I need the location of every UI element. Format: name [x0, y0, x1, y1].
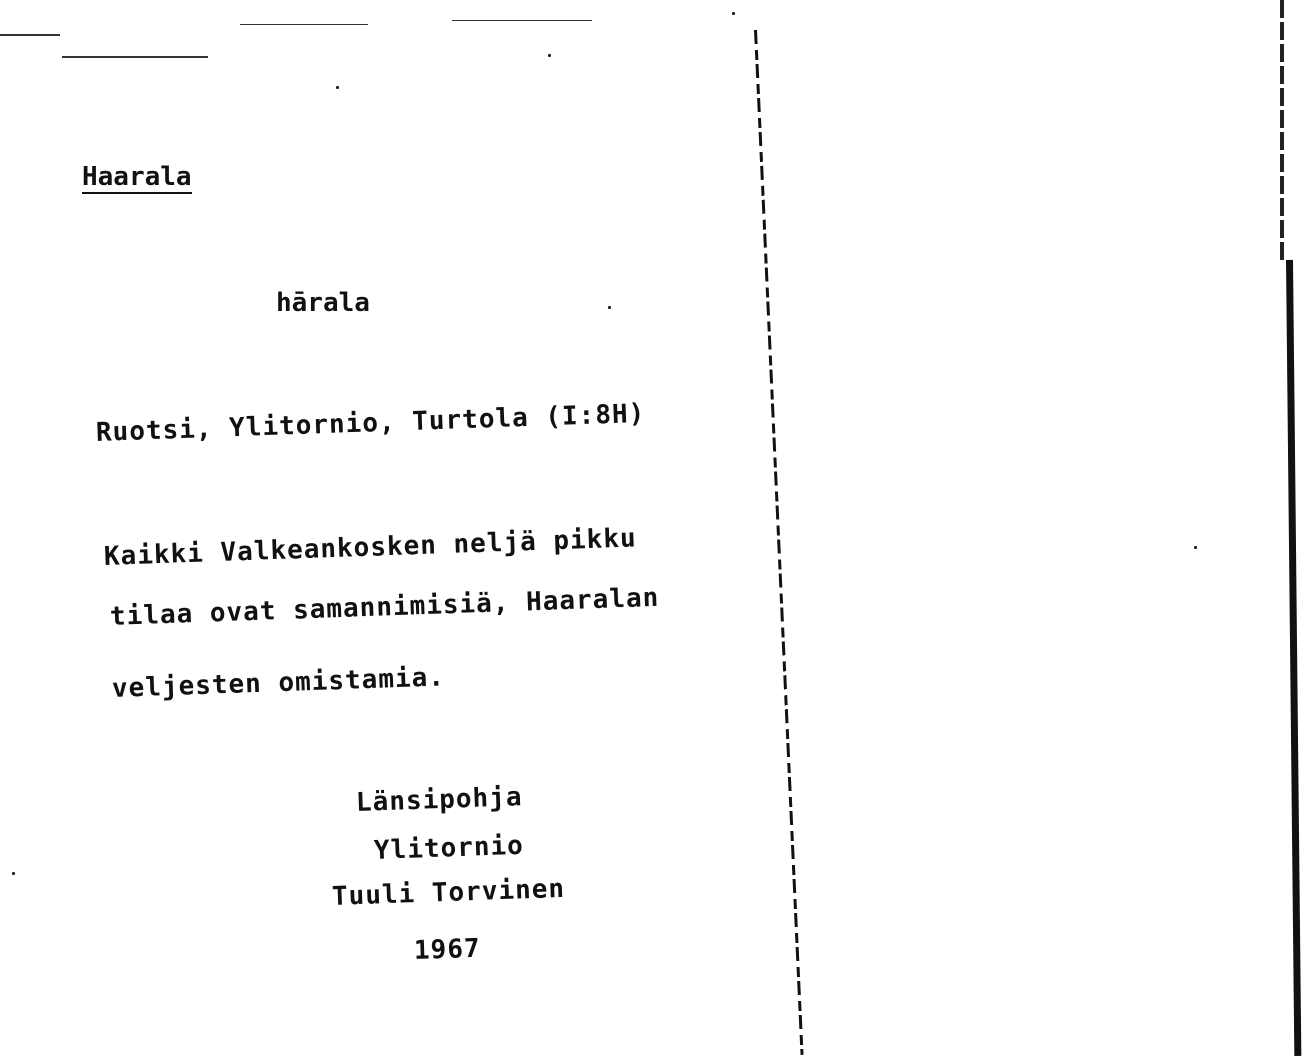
fold-line [754, 30, 804, 1055]
source-region: Länsipohja [355, 782, 523, 818]
scan-speck [548, 54, 551, 57]
scan-speck [608, 306, 611, 309]
card-edge [1286, 260, 1301, 1056]
pronunciation: hārala [276, 288, 370, 318]
scan-mark [62, 56, 208, 58]
scan-mark [240, 24, 368, 25]
scan-mark [0, 34, 60, 36]
scan-speck [12, 872, 15, 875]
headword: Haarala [82, 162, 192, 192]
card-edge [1280, 0, 1284, 260]
source-parish: Ylitornio [373, 830, 525, 866]
description-line: veljesten omistamia. [111, 662, 446, 704]
scan-speck [336, 86, 339, 89]
description-line: Kaikki Valkeankosken neljä pikku [103, 523, 638, 572]
location-line: Ruotsi, Ylitornio, Turtola (I:8H) [95, 398, 646, 448]
description-line: tilaa ovat samannimisiä, Haaralan [109, 582, 660, 632]
scan-mark [452, 20, 592, 21]
source-collector: Tuuli Torvinen [331, 873, 566, 912]
scan-speck [732, 12, 735, 15]
source-year: 1967 [413, 933, 482, 966]
scan-speck [1194, 546, 1197, 549]
